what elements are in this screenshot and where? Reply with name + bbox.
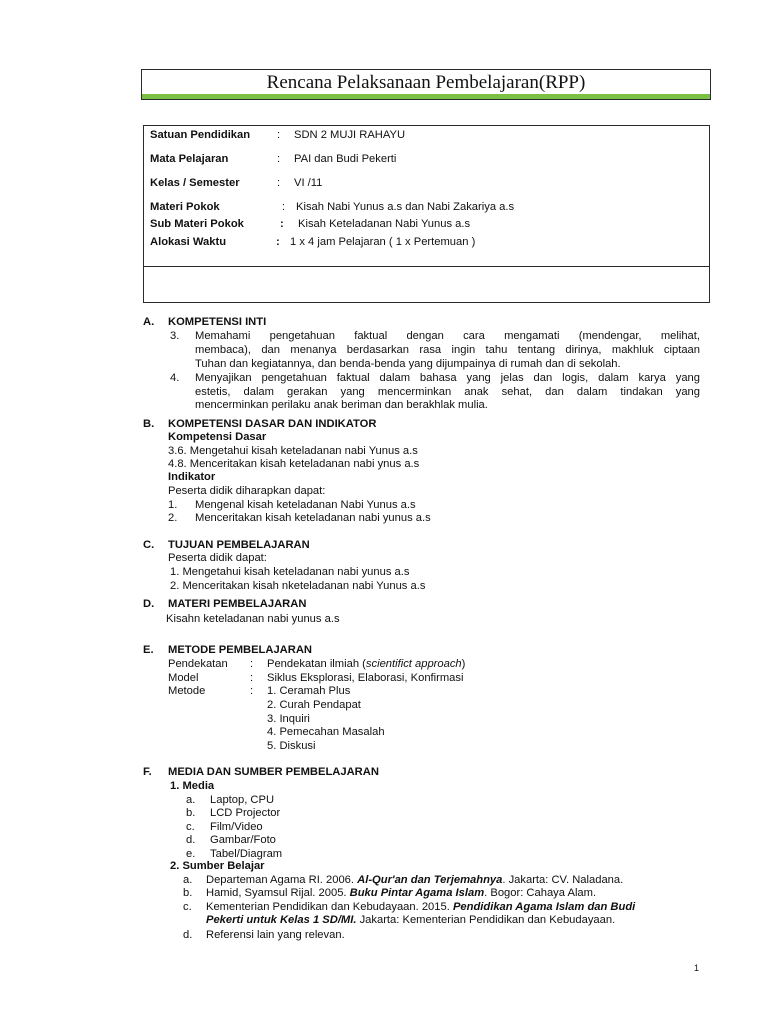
ki3-number: 3. [170, 330, 180, 342]
method-item: 5. Diskusi [267, 740, 316, 752]
media-item: LCD Projector [210, 807, 281, 819]
method-item: 3. Inquiri [267, 713, 310, 725]
tujuan-item: 1. Mengetahui kisah keteladanan nabi yunus a.s [170, 566, 410, 578]
colon: : [277, 129, 281, 141]
mapel-value: PAI dan Budi Pekerti [294, 153, 397, 165]
tujuan-intro: Peserta didik dapat: [168, 552, 267, 564]
ki4-line: estetis, dalam gerakan yang mencerminkan anak sehat, dan dalam tindakan yang [195, 386, 700, 398]
colon: : [282, 201, 286, 213]
tujuan-item: 2. Menceritakan kisah nketeladanan nabi Yunus a.s [170, 580, 426, 592]
colon: : [277, 177, 281, 189]
ki4-line: Menyajikan pengetahuan faktual dalam bahasa yang jelas dan logis, dalam karya yang [195, 372, 700, 384]
section-b-title: KOMPETENSI DASAR DAN INDIKATOR [168, 418, 377, 430]
media-item: Film/Video [210, 821, 263, 833]
model-label: Model [168, 672, 199, 684]
method-item: 1. Ceramah Plus [267, 685, 351, 697]
document-title: Rencana Pelaksanaan Pembelajaran(RPP) [266, 72, 586, 93]
kd-title: Kompetensi Dasar [168, 431, 267, 443]
indikator-number: 1. [168, 499, 178, 511]
metode-label: Metode [168, 685, 206, 697]
section-a-title: KOMPETENSI INTI [168, 316, 267, 328]
colon: : [250, 672, 254, 684]
kd-item: 4.8. Menceritakan kisah keteladanan nabi ynus a.s [168, 458, 420, 470]
alokasi-label: Alokasi Waktu [150, 236, 227, 248]
model-value: Siklus Eksplorasi, Elaborasi, Konfirmasi [267, 672, 464, 684]
materi-label: Materi Pokok [150, 201, 220, 213]
sumber-item: Referensi lain yang relevan. [206, 929, 345, 941]
media-letter: a. [186, 794, 196, 806]
sumber-letter: b. [183, 887, 193, 899]
kelas-value: VI /11 [294, 177, 323, 189]
kelas-label: Kelas / Semester [150, 177, 240, 189]
indikator-number: 2. [168, 512, 178, 524]
indikator-title: Indikator [168, 471, 216, 483]
indikator-item: Menceritakan kisah keteladanan nabi yunus a.s [195, 512, 431, 524]
sumber-letter: c. [183, 901, 192, 913]
ki4-number: 4. [170, 372, 180, 384]
page-number: 1 [694, 963, 700, 973]
identity-divider [144, 266, 709, 267]
method-item: 2. Curah Pendapat [267, 699, 361, 711]
title-accent-bar [142, 94, 710, 99]
materi-content: Kisahn keteladanan nabi yunus a.s [166, 613, 340, 625]
section-e-letter: E. [143, 644, 154, 656]
sumber-item: Departeman Agama RI. 2006. Al-Qur'an dan Terjemahnya. Jakarta: CV. Naladana. [206, 874, 624, 886]
section-b-letter: B. [143, 418, 155, 430]
submateri-label: Sub Materi Pokok [150, 218, 244, 230]
section-f-letter: F. [143, 766, 152, 778]
media-item: Gambar/Foto [210, 834, 276, 846]
sumber-item: Hamid, Syamsul Rijal. 2005. Buku Pintar Agama Islam. Bogor: Cahaya Alam. [206, 887, 597, 899]
section-a-letter: A. [143, 316, 155, 328]
indikator-intro: Peserta didik diharapkan dapat: [168, 485, 326, 497]
identity-box [143, 125, 710, 303]
colon: : [250, 685, 254, 697]
sumber-item: Kementerian Pendidikan dan Kebudayaan. 2015. Pendidikan Agama Islam dan Budi [206, 901, 636, 913]
ki4-line: mencerminkan perilaku anak beriman dan berakhlak mulia. [195, 399, 488, 411]
media-title: 1. Media [170, 780, 215, 792]
materi-value: Kisah Nabi Yunus a.s dan Nabi Zakariya a.s [296, 201, 515, 213]
media-item: Tabel/Diagram [210, 848, 283, 860]
section-e-title: METODE PEMBELAJARAN [168, 644, 313, 656]
sumber-item-cont: Pekerti untuk Kelas 1 SD/MI. Jakarta: Kementerian Pendidikan dan Kebudayaan. [206, 914, 616, 926]
sumber-letter: a. [183, 874, 193, 886]
media-letter: b. [186, 807, 196, 819]
media-letter: e. [186, 848, 196, 860]
sumber-title: 2. Sumber Belajar [170, 860, 265, 872]
ki3-line: Memahami pengetahuan faktual dengan cara mengamati (mendengar, melihat, [195, 330, 700, 342]
section-d-letter: D. [143, 598, 155, 610]
ki3-line: Tuhan dan kegiatannya, dan benda-benda yang dijumpainya di rumah dan di sekolah. [195, 358, 621, 370]
media-item: Laptop, CPU [210, 794, 275, 806]
submateri-value: Kisah Keteladanan Nabi Yunus a.s [298, 218, 471, 230]
section-c-letter: C. [143, 539, 155, 551]
colon: : [277, 153, 281, 165]
satuan-value: SDN 2 MUJI RAHAYU [294, 129, 406, 141]
kd-item: 3.6. Mengetahui kisah keteladanan nabi Yunus a.s [168, 445, 418, 457]
section-c-title: TUJUAN PEMBELAJARAN [168, 539, 310, 551]
colon: : [276, 236, 280, 248]
media-letter: c. [186, 821, 195, 833]
pendekatan-value: Pendekatan ilmiah (scientifict approach) [267, 658, 466, 670]
satuan-label: Satuan Pendidikan [150, 129, 251, 141]
title-box [141, 69, 711, 100]
colon: : [250, 658, 254, 670]
section-d-title: MATERI PEMBELAJARAN [168, 598, 307, 610]
media-letter: d. [186, 834, 196, 846]
pendekatan-label: Pendekatan [168, 658, 228, 670]
mapel-label: Mata Pelajaran [150, 153, 229, 165]
sumber-letter: d. [183, 929, 193, 941]
section-f-title: MEDIA DAN SUMBER PEMBELAJARAN [168, 766, 379, 778]
method-item: 4. Pemecahan Masalah [267, 726, 385, 738]
ki3-line: membaca), dan menanya berdasarkan rasa ingin tahu tentang dirinya, makhluk ciptaan [195, 344, 700, 356]
alokasi-value: 1 x 4 jam Pelajaran ( 1 x Pertemuan ) [290, 236, 476, 248]
colon: : [280, 218, 284, 230]
indikator-item: Mengenal kisah keteladanan Nabi Yunus a.s [195, 499, 416, 511]
